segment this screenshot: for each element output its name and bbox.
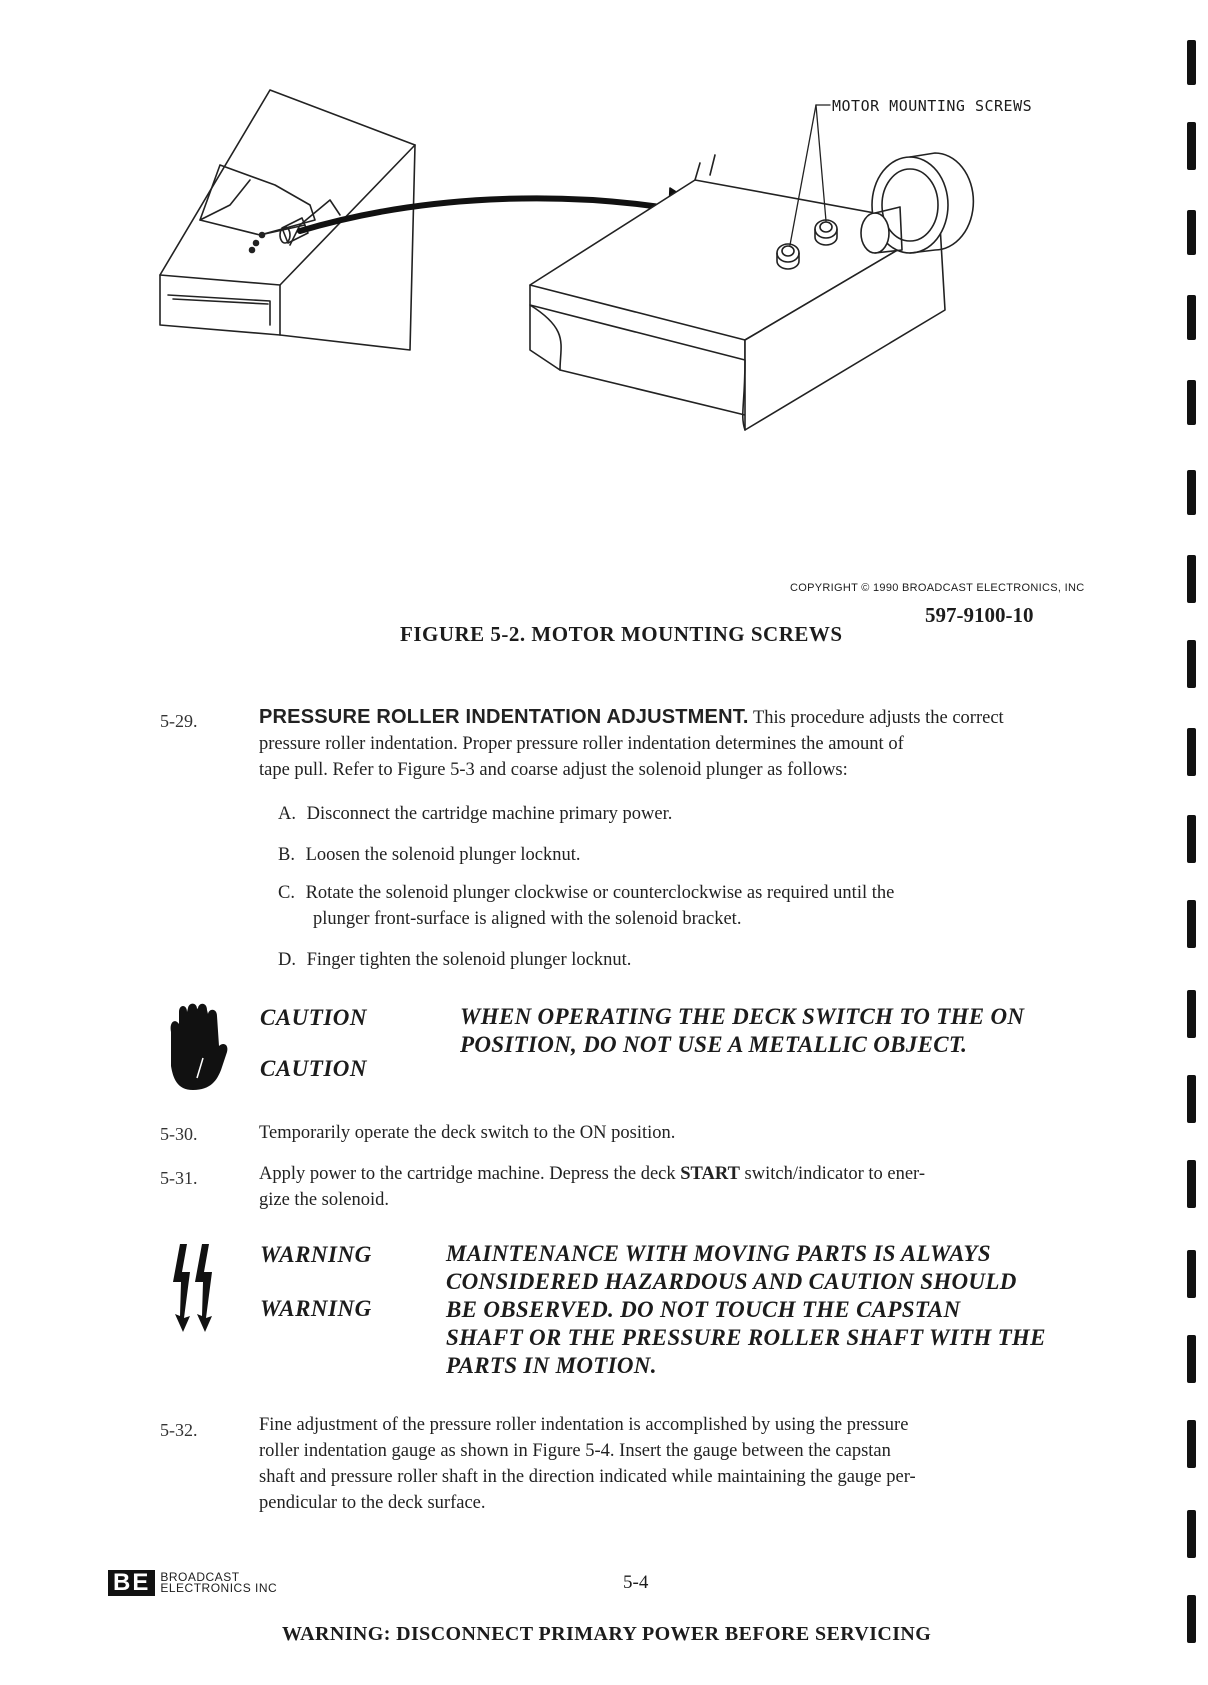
paragraph-line: Apply power to the cartridge machine. Depress the deck — [259, 1164, 681, 1184]
lightning-warning-icon — [170, 1242, 226, 1332]
binding-mark — [1187, 1335, 1196, 1383]
paragraph-line: This procedure adjusts the correct — [752, 708, 1004, 728]
binding-mark — [1187, 380, 1196, 425]
paragraph-line: Fine adjustment of the pressure roller indentation is accomplished by using the pressure — [259, 1415, 909, 1435]
figure-drawing-number: 597-9100-10 — [925, 603, 1034, 627]
warning-line: PARTS IN MOTION. — [446, 1353, 657, 1378]
figure-copyright: COPYRIGHT © 1990 BROADCAST ELECTRONICS, INC — [790, 582, 1085, 594]
binding-mark — [1187, 900, 1196, 948]
procedure-step — [278, 801, 672, 827]
binding-mark — [1187, 470, 1196, 515]
paragraph-line: switch/indicator to ener- — [739, 1164, 926, 1184]
step-text: plunger front-surface is aligned with the solenoid bracket. — [313, 909, 742, 929]
binding-mark — [1187, 1510, 1196, 1558]
binding-mark — [1187, 295, 1196, 340]
warning-label: WARNING — [260, 1296, 372, 1321]
paragraph-5-30: Temporarily operate the deck switch to the ON position. — [259, 1123, 676, 1143]
binding-mark — [1187, 1250, 1196, 1298]
binding-mark — [1187, 40, 1196, 85]
step-letter: B. — [278, 845, 295, 865]
binding-mark — [1187, 815, 1196, 863]
paragraph-5-32 — [259, 1412, 1119, 1516]
warning-label: WARNING — [260, 1242, 372, 1267]
caution-text — [460, 1003, 1024, 1059]
paragraph-number: 5-29. — [160, 711, 198, 731]
motor-mounting-screws-illustration — [140, 85, 1070, 485]
paragraph-number: 5-32. — [160, 1420, 198, 1440]
logo-mark: BE — [108, 1570, 155, 1596]
procedure-step — [278, 842, 580, 868]
warning-line: CONSIDERED HAZARDOUS AND CAUTION SHOULD — [446, 1269, 1017, 1294]
step-letter: D. — [278, 950, 296, 970]
binding-mark — [1187, 1075, 1196, 1123]
warning-line: BE OBSERVED. DO NOT TOUCH THE CAPSTAN — [446, 1297, 961, 1322]
binding-mark — [1187, 555, 1196, 603]
procedure-step — [278, 947, 631, 973]
broadcast-electronics-logo — [108, 1570, 277, 1596]
paragraph-line: roller indentation gauge as shown in Figure 5-4. Insert the gauge between the capstan — [259, 1441, 891, 1461]
warning-line: SHAFT OR THE PRESSURE ROLLER SHAFT WITH THE — [446, 1325, 1046, 1350]
logo-line: ELECTRONICS INC — [160, 1581, 278, 1595]
logo-line: BROADCAST — [160, 1570, 240, 1584]
caution-line: WHEN OPERATING THE DECK SWITCH TO THE ON — [460, 1004, 1025, 1029]
step-text: Finger tighten the solenoid plunger locknut. — [306, 950, 632, 970]
caution-line: POSITION, DO NOT USE A METALLIC OBJECT. — [460, 1032, 968, 1057]
paragraph-5-31 — [259, 1161, 1109, 1213]
warning-line: MAINTENANCE WITH MOVING PARTS IS ALWAYS — [446, 1241, 991, 1266]
paragraph-5-29 — [259, 704, 1099, 783]
hand-caution-icon — [163, 1002, 233, 1092]
step-letter: C. — [278, 883, 295, 903]
binding-mark — [1187, 640, 1196, 688]
cartridge-machine-drawing — [160, 90, 415, 350]
paragraph-number: 5-30. — [160, 1124, 198, 1144]
paragraph-line: gize the solenoid. — [259, 1190, 389, 1210]
binding-mark — [1187, 122, 1196, 170]
step-text: Rotate the solenoid plunger clockwise or counterclockwise as required until the — [305, 883, 895, 903]
deck-plate-drawing — [530, 153, 973, 430]
start-switch-name: START — [680, 1164, 740, 1184]
footer-warning: WARNING: DISCONNECT PRIMARY POWER BEFORE SERVICING — [282, 1623, 932, 1645]
binding-mark — [1187, 990, 1196, 1038]
caution-label: CAUTION — [260, 1056, 368, 1081]
figure-caption: FIGURE 5-2. MOTOR MOUNTING SCREWS — [400, 622, 843, 646]
step-letter: A. — [278, 804, 296, 824]
paragraph-line: pressure roller indentation. Proper pressure roller indentation determines the amount of — [259, 734, 904, 754]
paragraph-line: pendicular to the deck surface. — [259, 1493, 486, 1513]
step-text: Loosen the solenoid plunger locknut. — [305, 845, 581, 865]
paragraph-heading: PRESSURE ROLLER INDENTATION ADJUSTMENT. — [259, 706, 749, 728]
caution-label: CAUTION — [260, 1005, 368, 1030]
paragraph-number: 5-31. — [160, 1168, 198, 1188]
figure-callout-label: MOTOR MOUNTING SCREWS — [832, 97, 1033, 115]
paragraph-line: shaft and pressure roller shaft in the direction indicated while maintaining the gauge per- — [259, 1467, 916, 1487]
binding-mark — [1187, 1160, 1196, 1208]
warning-text — [446, 1240, 1046, 1380]
procedure-step — [278, 880, 894, 932]
binding-mark — [1187, 1420, 1196, 1468]
binding-mark — [1187, 210, 1196, 255]
binding-mark — [1187, 1595, 1196, 1643]
paragraph-line: tape pull. Refer to Figure 5-3 and coarse adjust the solenoid plunger as follows: — [259, 760, 848, 780]
page-number: 5-4 — [623, 1572, 649, 1593]
binding-mark — [1187, 728, 1196, 776]
step-text: Disconnect the cartridge machine primary power. — [306, 804, 673, 824]
